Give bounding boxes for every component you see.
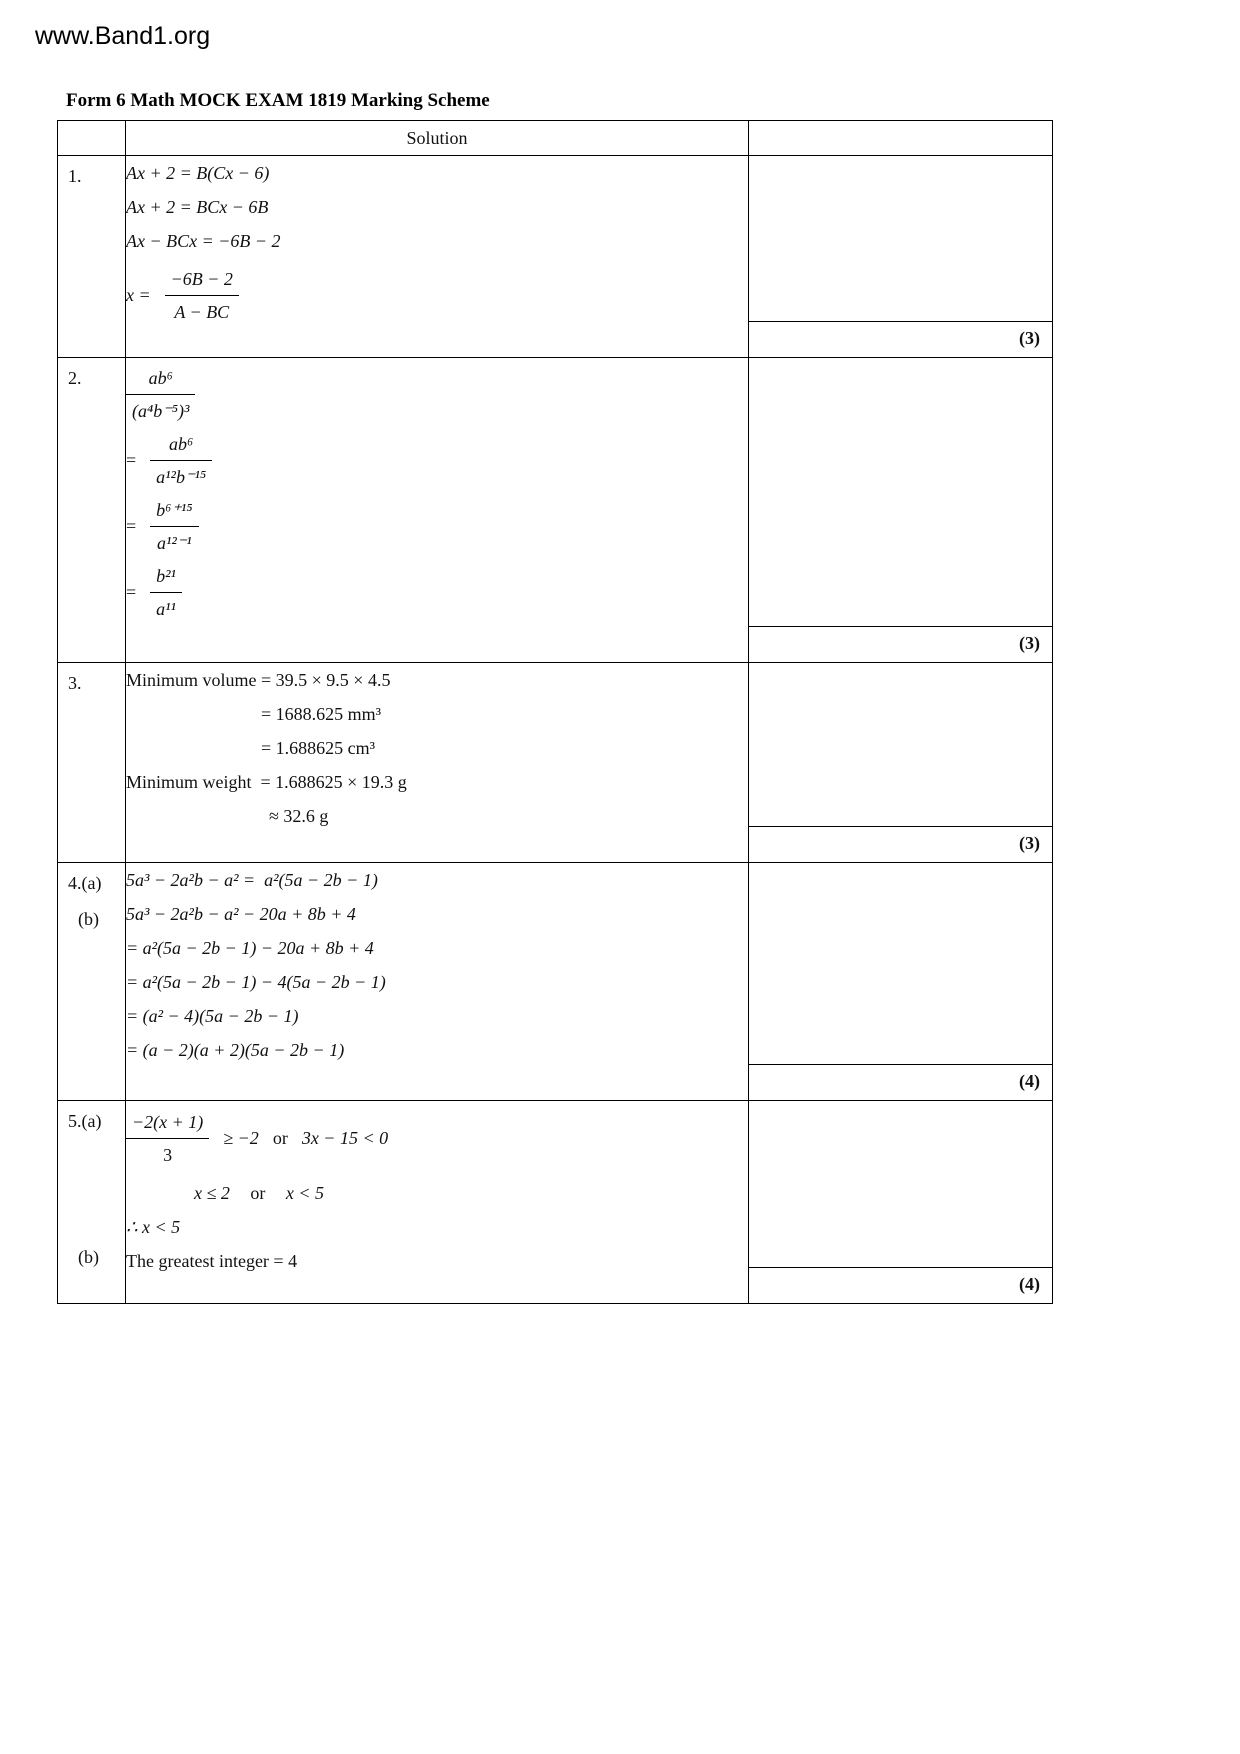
marks-value: (4): [1019, 1071, 1040, 1091]
math-line: Ax + 2 = B(Cx − 6): [126, 163, 270, 183]
fraction: [150, 563, 182, 622]
q5-solution-cell: [126, 1101, 749, 1304]
q1-marks-cell: [749, 156, 1053, 358]
fraction-denominator: a¹²⁻¹: [157, 533, 192, 553]
math-line: ∴ x < 5: [126, 1217, 181, 1237]
q5-marks-cell: [749, 1101, 1053, 1304]
question-5-row: [58, 1101, 1053, 1304]
question-4-row: [58, 863, 1053, 1101]
q2-marks-cell: [749, 358, 1053, 663]
marks-box: [749, 1064, 1052, 1100]
math-line: Ax − BCx = −6B − 2: [126, 231, 281, 251]
question-number-b: (b): [78, 909, 99, 929]
fraction: [150, 431, 212, 490]
question-number-b: (b): [78, 1247, 99, 1267]
header-row: [58, 121, 1053, 156]
marks-box: [749, 1267, 1052, 1303]
q4-marks-cell: [749, 863, 1053, 1101]
math-line: = (a² − 4)(5a − 2b − 1): [126, 1006, 299, 1026]
q5-number-cell: [58, 1101, 126, 1304]
question-3-row: [58, 663, 1053, 863]
question-number-a: 5.(a): [68, 1111, 102, 1131]
q2-solution-cell: [126, 358, 749, 663]
fraction: [150, 497, 198, 556]
math-line: 5a³ − 2a²b − a² = a²(5a − 2b − 1): [126, 870, 378, 890]
fraction-denominator: a¹¹: [156, 599, 176, 619]
math-line: Ax + 2 = BCx − 6B: [126, 197, 269, 217]
fraction: [126, 365, 195, 424]
equals-sign: =: [126, 450, 137, 470]
fraction-numerator: ab⁶: [126, 365, 195, 395]
math-line: = a²(5a − 2b − 1) − 20a + 8b + 4: [126, 938, 374, 958]
math-line: = (a − 2)(a + 2)(5a − 2b − 1): [126, 1040, 345, 1060]
fraction-prefix: x =: [126, 285, 151, 305]
math-line: [126, 563, 748, 622]
solution-line: = 1.688625 cm³: [261, 738, 376, 758]
fraction-numerator: −6B − 2: [165, 266, 239, 296]
equals-sign: =: [126, 582, 137, 602]
question-number: 2.: [68, 368, 82, 388]
q2-number-cell: [58, 358, 126, 663]
fraction-numerator: b²¹: [150, 563, 182, 593]
fraction-numerator: ab⁶: [150, 431, 212, 461]
question-number-a: 4.(a): [68, 873, 102, 893]
solution-line: The greatest integer = 4: [126, 1251, 298, 1271]
inequality: x < 5: [285, 1183, 325, 1203]
or-word: or: [250, 1183, 266, 1203]
or-word: or: [272, 1128, 288, 1148]
q4-solution-cell: [126, 863, 749, 1101]
q3-marks-cell: [749, 663, 1053, 863]
q1-solution-cell: [126, 156, 749, 358]
solution-line: ≈ 32.6 g: [269, 806, 329, 826]
header-solution-cell: Solution: [126, 121, 749, 156]
page-title: Form 6 Math MOCK EXAM 1819 Marking Scheme: [66, 90, 490, 111]
fraction: [165, 266, 239, 325]
fraction-denominator: (a⁴b⁻⁵)³: [132, 401, 190, 421]
fraction-numerator: b⁶⁺¹⁵: [150, 497, 198, 527]
solution-line: = 1688.625 mm³: [261, 704, 382, 724]
solution-line: Minimum weight = 1.688625 × 19.3 g: [126, 772, 407, 792]
question-number: 3.: [68, 673, 82, 693]
math-line: = a²(5a − 2b − 1) − 4(5a − 2b − 1): [126, 972, 386, 992]
marks-value: (3): [1019, 833, 1040, 853]
math-line: [126, 365, 748, 424]
math-line: [126, 1176, 748, 1210]
q3-number-cell: [58, 663, 126, 863]
equals-sign: =: [126, 516, 137, 536]
marks-value: (3): [1019, 328, 1040, 348]
math-line: [126, 431, 748, 490]
q4-number-cell: [58, 863, 126, 1101]
question-number: 1.: [68, 166, 82, 186]
q3-solution-cell: [126, 663, 749, 863]
marks-value: (3): [1019, 633, 1040, 653]
marks-box: [749, 626, 1052, 662]
site-watermark: www.Band1.org: [35, 22, 211, 50]
header-number-cell: [58, 121, 126, 156]
header-marks-cell: [749, 121, 1053, 156]
question-2-row: [58, 358, 1053, 663]
solution-line: Minimum volume = 39.5 × 9.5 × 4.5: [126, 670, 391, 690]
inequality: x ≤ 2: [194, 1183, 230, 1203]
inequality: ≥ −2: [223, 1128, 259, 1148]
math-line: [126, 266, 748, 325]
marks-box: [749, 826, 1052, 862]
fraction-denominator: a¹²b⁻¹⁵: [156, 467, 207, 487]
marks-value: (4): [1019, 1274, 1040, 1294]
q1-number-cell: [58, 156, 126, 358]
fraction-denominator: A − BC: [174, 302, 230, 322]
fraction-numerator: −2(x + 1): [126, 1109, 209, 1139]
math-line: [126, 497, 748, 556]
inequality: 3x − 15 < 0: [301, 1128, 389, 1148]
marking-scheme-table: [57, 120, 1053, 1304]
marks-box: [749, 321, 1052, 357]
math-line: [126, 1109, 748, 1168]
question-1-row: [58, 156, 1053, 358]
math-line: 5a³ − 2a²b − a² − 20a + 8b + 4: [126, 904, 356, 924]
fraction-denominator: 3: [163, 1145, 173, 1165]
fraction: [126, 1109, 209, 1168]
